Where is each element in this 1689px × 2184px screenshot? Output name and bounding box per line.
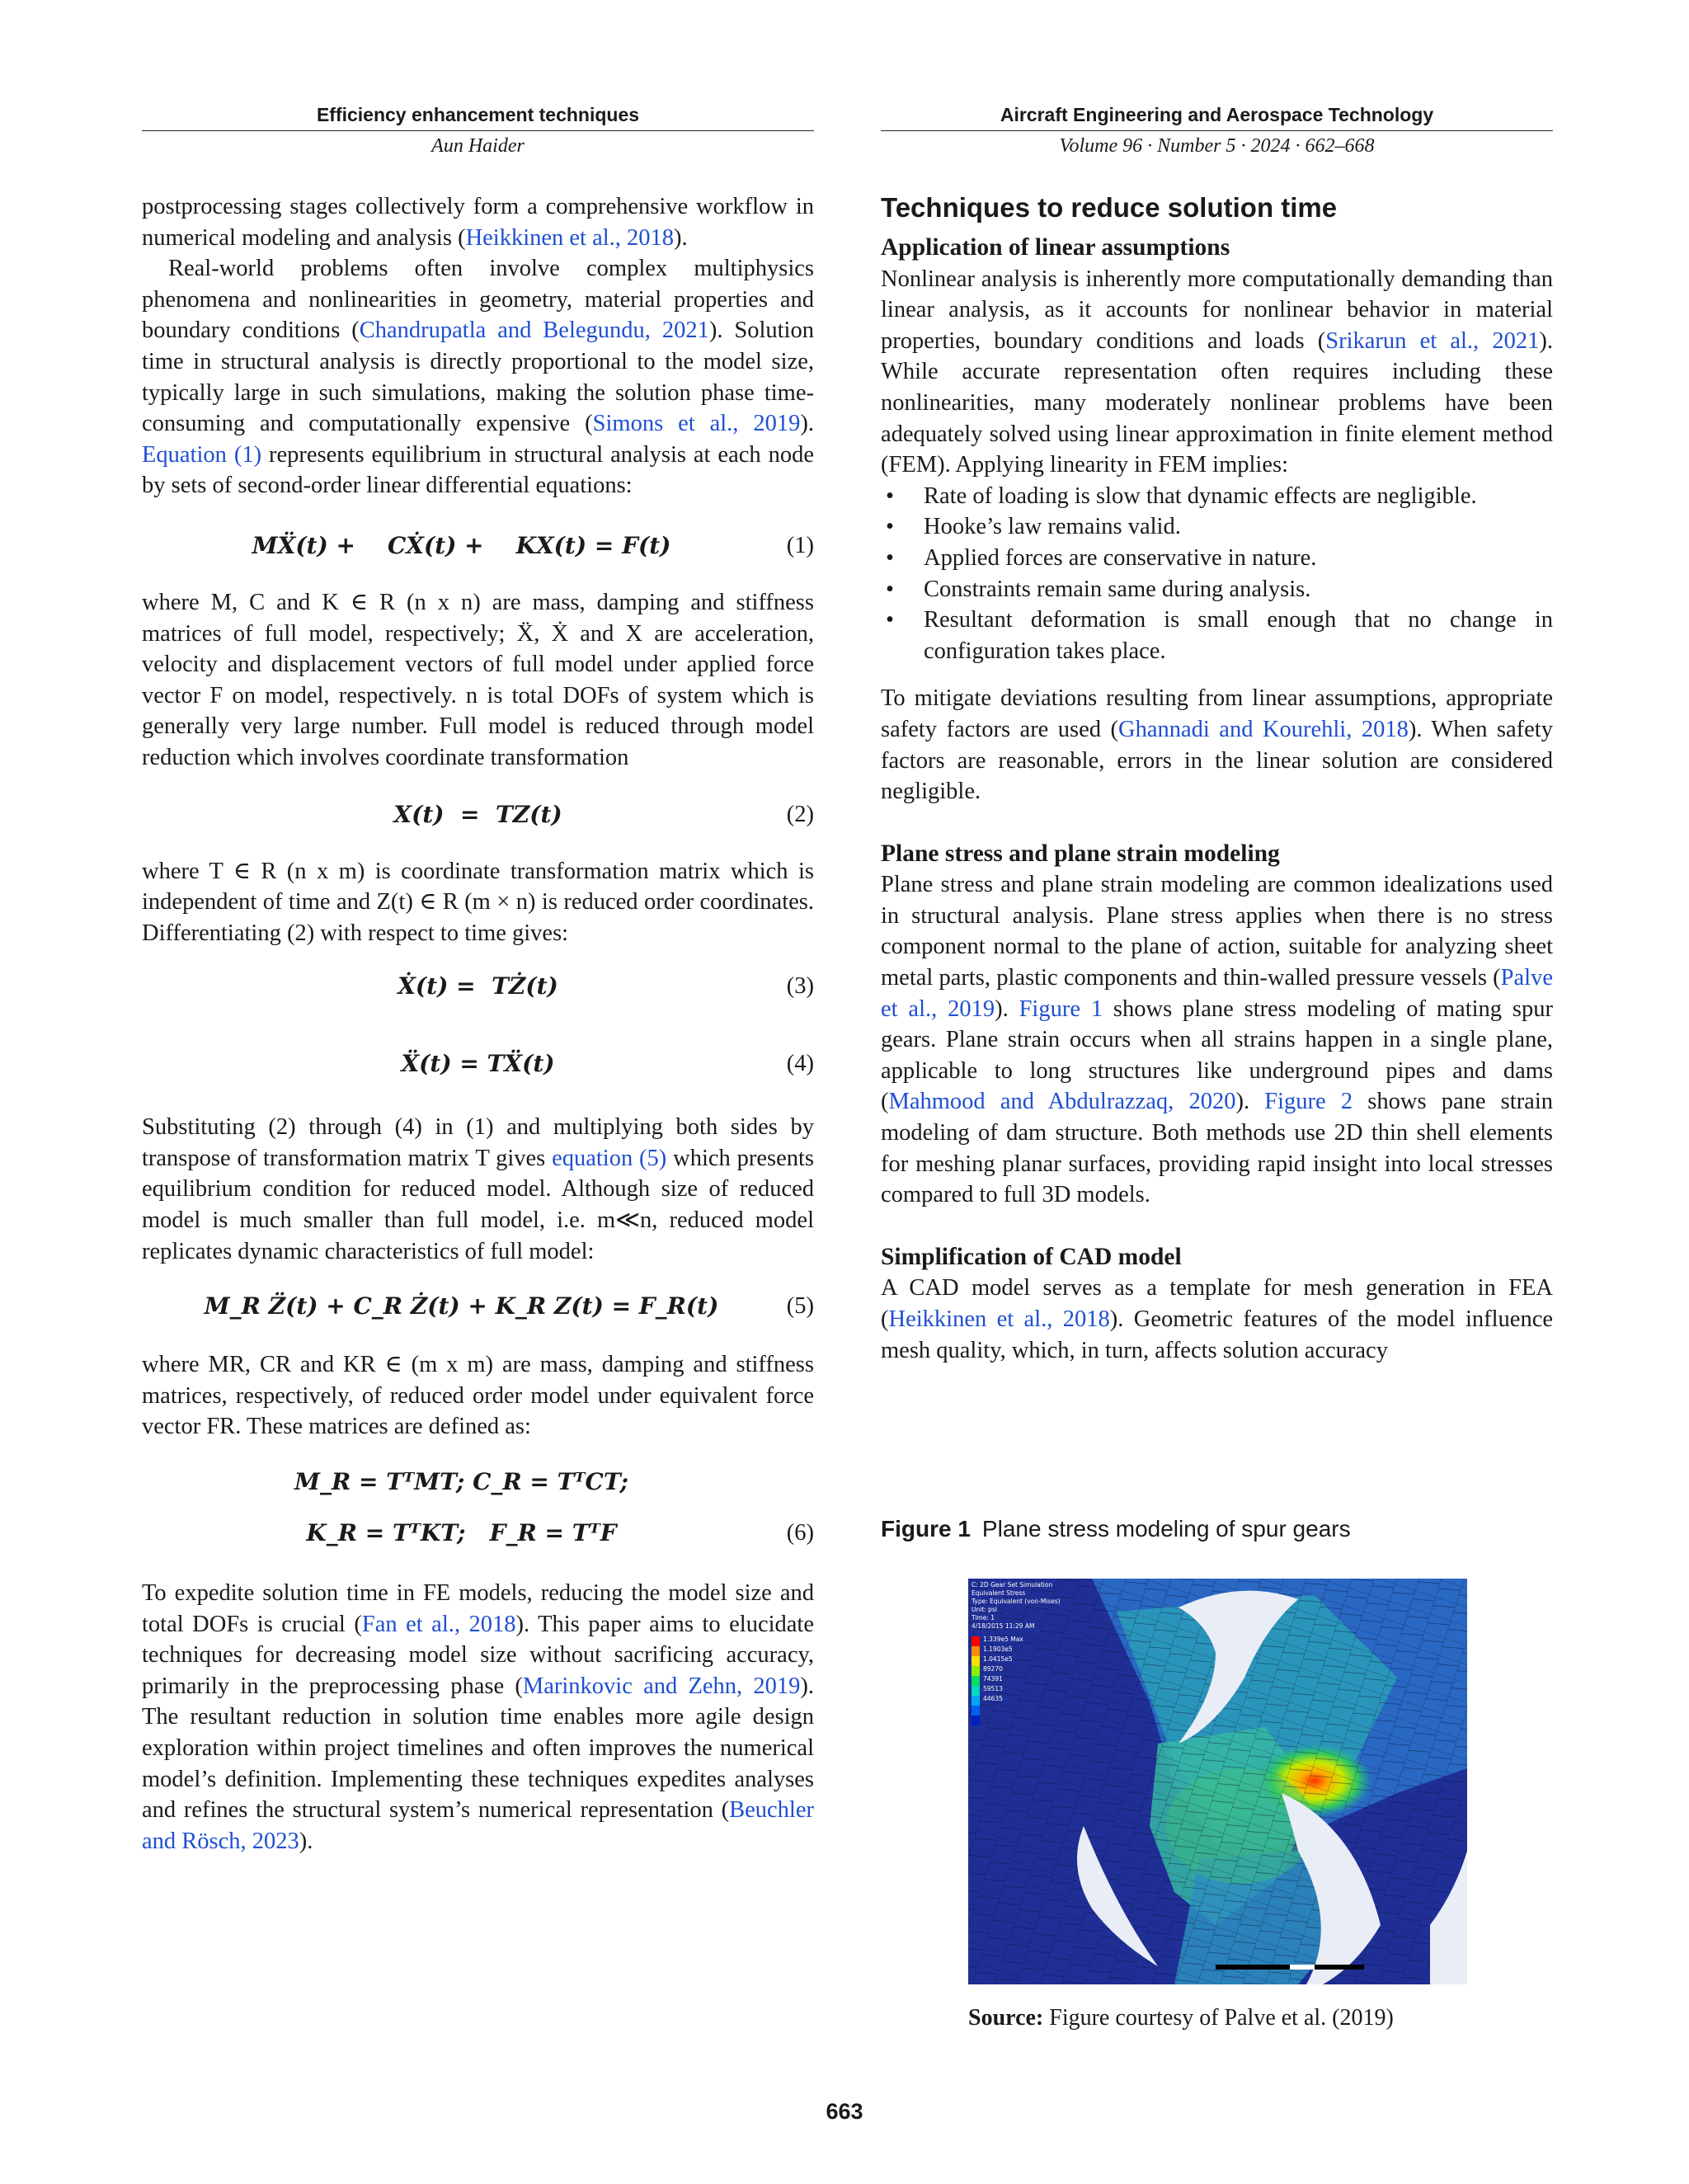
citation-link[interactable]: Beuchler and Rösch, 2023: [142, 1797, 814, 1854]
list-item: • Resultant deformation is small enough that no change in configuration takes place.: [881, 605, 1553, 666]
text: A CAD model serves as a template for mesh generation in FEA (: [881, 1275, 1553, 1332]
text: ). This paper aims to elucidate techniques for decreasing model size without sacrificing accuracy, primarily in the preprocessing phase (: [142, 1611, 814, 1699]
running-header-left: Efficiency enhancement techniques: [316, 104, 640, 125]
equation-number: (6): [786, 1520, 814, 1546]
paragraph: [881, 264, 1553, 481]
paragraph: where MR, CR and KR ∈ (m x m) are mass, damping and stiffness matrices, respectively, of reduced order model under equivalent force vector FR. These matrices are defined as:: [142, 1352, 814, 1440]
equation-number: (5): [786, 1293, 814, 1320]
paragraph: [142, 191, 814, 253]
equation-5: [142, 1290, 814, 1323]
text: To mitigate deviations resulting from linear assumptions, appropriate safety factors are used (: [881, 685, 1553, 742]
header-rule-left: [142, 130, 814, 131]
text: ).: [1235, 1089, 1265, 1115]
bullet-list: [881, 481, 1553, 667]
citation-link[interactable]: Ghannadi and Kourehli, 2018: [1118, 716, 1409, 742]
legend-value: 74391: [983, 1675, 1003, 1683]
equation-4: [142, 1047, 814, 1080]
equation-link[interactable]: equation (5): [552, 1145, 667, 1171]
legend-line: Equivalent Stress: [972, 1589, 1026, 1597]
paragraph: where T ∈ R (n x m) is coordinate transformation matrix which is independent of time and Z(t) ∈ R (m × n) is reduced order coordinates. Differentiating (2) with respect to time gives:: [142, 858, 814, 946]
legend-line: Type: Equivalent (von-Mises): [972, 1598, 1061, 1605]
equation-body: K_R = TᵀKT; F_R = TᵀF: [306, 1519, 617, 1547]
citation-link[interactable]: Simons et al., 2019: [592, 411, 801, 437]
figure-link[interactable]: Figure 1: [1019, 996, 1103, 1022]
equation-body: Ẋ(t) = TŻ(t): [398, 972, 558, 1000]
left-column: [142, 191, 814, 1857]
equation-link[interactable]: Equation (1): [142, 441, 262, 468]
equation-number: (3): [786, 973, 814, 1000]
text: ).: [800, 411, 814, 437]
text: which presents equilibrium condition for reduced model. Although size of reduced model is much smaller than full model, i.e. m≪n, reduced model replicates dynamic characteristics of full model:: [142, 1145, 814, 1264]
text: represents equilibrium in structural analysis at each node by sets of second-order linear differential equations:: [142, 441, 814, 499]
source-label: Source:: [968, 2005, 1044, 2031]
legend-line: 4/18/2015 11:29 AM: [972, 1622, 1035, 1630]
running-author: Aun Haider: [431, 135, 525, 157]
figure-image: [968, 1579, 1467, 1984]
equation-body: Ẍ(t) = TẌ(t): [401, 1050, 555, 1078]
paragraph: [142, 253, 814, 501]
figure-caption-text: Plane stress modeling of spur gears: [981, 1516, 1351, 1542]
paragraph: [142, 1578, 814, 1857]
running-header-right: Aircraft Engineering and Aerospace Technology: [1000, 104, 1434, 125]
gear-stress-plot: [968, 1579, 1467, 1984]
citation-link[interactable]: Srikarun et al., 2021: [1325, 327, 1540, 354]
citation-link[interactable]: Heikkinen et al., 2018: [888, 1306, 1110, 1332]
legend-value: 1.0415e5: [983, 1655, 1013, 1663]
subsection-title: Plane stress and plane strain modeling: [881, 840, 1280, 867]
citation-link[interactable]: Fan et al., 2018: [361, 1611, 516, 1637]
equation-1: [142, 530, 814, 562]
subsection-title: Simplification of CAD model: [881, 1243, 1182, 1270]
source-text: Figure courtesy of Palve et al. (2019): [1043, 2005, 1394, 2031]
legend-value: 89270: [983, 1665, 1003, 1673]
text: ).: [299, 1828, 313, 1854]
equation-body: M_R = TᵀMT; C_R = TᵀCT;: [294, 1468, 629, 1496]
equation-2: [142, 798, 814, 831]
equation-3: [142, 970, 814, 1003]
header-rule-right: [881, 130, 1553, 131]
equation-number: (4): [786, 1051, 814, 1077]
right-column: [881, 191, 1553, 1366]
paragraph: [881, 683, 1553, 807]
citation-link[interactable]: Marinkovic and Zehn, 2019: [522, 1673, 801, 1699]
legend-value: 1.1903e5: [983, 1645, 1013, 1653]
page-number: 663: [826, 2099, 863, 2124]
text: ). Geometric features of the model influence mesh quality, which, in turn, affects solution accuracy: [881, 1306, 1553, 1363]
equation-6b: [142, 1517, 814, 1550]
figure-link[interactable]: Figure 2: [1264, 1089, 1353, 1115]
citation-link[interactable]: Palve et al., 2019: [881, 965, 1553, 1022]
text: Plane stress and plane strain modeling are common idealizations used in structural analysis. Plane stress applies when there is no stress component normal to the plane of action, suitable for analyzing sheet metal parts, plastic components and thin-walled pressure vessels (: [881, 872, 1553, 991]
paragraph: where M, C and K ∈ R (n x n) are mass, damping and stiffness matrices of full model, respectively; Ẍ, Ẋ and X are acceleration, velocity and displacement vectors of full model under applied force vector F on model, respectively. n is total DOFs of system which is generally very large number. Full model is reduced through model reduction which involves coordinate transformation: [142, 589, 814, 770]
figure-caption: [881, 1516, 1351, 1542]
citation-link[interactable]: Mahmood and Abdulrazzaq, 2020: [888, 1089, 1236, 1115]
text: Real-world problems often involve complex multiphysics phenomena and nonlinearities in geometry, material properties and boundary conditions (: [142, 256, 814, 344]
legend-line: Unit: psi: [972, 1606, 997, 1613]
equation-body: MẌ(t) + CẊ(t) + KX(t) = F(t): [252, 532, 671, 560]
legend-line: C: 2D Gear Set Simulation: [972, 1581, 1053, 1589]
paragraph: [142, 1112, 814, 1267]
citation-link[interactable]: Heikkinen et al., 2018: [465, 224, 675, 251]
list-item: • Applied forces are conservative in nature.: [881, 543, 1553, 574]
paragraph: [881, 869, 1553, 1211]
subsection-title: Application of linear assumptions: [881, 234, 1230, 261]
legend-line: Time: 1: [972, 1614, 995, 1622]
equation-body: X(t) = TZ(t): [393, 800, 562, 828]
text: ).: [674, 224, 688, 251]
equation-6a: [142, 1466, 814, 1499]
text: ). Solution time in structural analysis is directly proportional to the model size, typically large in such simulations, making the solution phase time-consuming and computationally expensive (: [142, 318, 814, 437]
text: postprocessing stages collectively form a comprehensive workflow in numerical modeling and analysis (: [142, 194, 814, 251]
text: ).: [995, 996, 1019, 1022]
text: Substituting (2) through (4) in (1) and multiplying both sides by transpose of transformation matrix T gives: [142, 1114, 814, 1171]
text: ). While accurate representation often requires including these nonlinearities, many moderately nonlinear problems have been adequately solved using linear approximation in finite element method (FEM). Applying linearity in FEM implies:: [881, 327, 1553, 478]
equation-number: (2): [786, 801, 814, 827]
text: To expedite solution time in FE models, reducing the model size and total DOFs is crucial (: [142, 1580, 814, 1637]
paragraph: [881, 1273, 1553, 1366]
text: ). When safety factors are reasonable, errors in the linear solution are considered negligible.: [881, 716, 1553, 805]
legend-value: 44635: [983, 1695, 1003, 1702]
equation-body: M_R Z̈(t) + C_R Ż(t) + K_R Z(t) = F_R(t): [204, 1292, 719, 1320]
list-item: • Hooke’s law remains valid.: [881, 511, 1553, 543]
equation-number: (1): [786, 533, 814, 559]
list-item: • Rate of loading is slow that dynamic effects are negligible.: [881, 481, 1553, 512]
figure-label: Figure 1: [881, 1516, 971, 1542]
list-item: • Constraints remain same during analysis.: [881, 574, 1553, 605]
legend-value: 1.339e5 Max: [983, 1636, 1023, 1643]
citation-link[interactable]: Chandrupatla and Belegundu, 2021: [359, 318, 709, 344]
text: Nonlinear analysis is inherently more computationally demanding than linear analysis, as it accounts for nonlinear behavior in material properties, boundary conditions and loads (: [881, 266, 1553, 354]
text: shows pane strain modeling of dam structure. Both methods use 2D thin shell elements for meshing planar surfaces, providing rapid insight into local stresses compared to full 3D models.: [881, 1089, 1554, 1208]
issue-info: Volume 96 · Number 5 · 2024 · 662–668: [1059, 135, 1375, 157]
figure-source: [968, 2005, 1394, 2031]
section-title: Techniques to reduce solution time: [881, 192, 1338, 223]
text: shows plane stress modeling of mating spur gears. Plane strain occurs when all strains happen in a single plane, applicable to long structures like underground pipes and dams (: [881, 996, 1553, 1115]
text: ). The resultant reduction in solution time enables more agile design exploration within project timelines and often improves the numerical model’s definition. Implementing these techniques expedites analyses and refines the structural system’s numerical representation (: [142, 1673, 814, 1824]
legend-value: 59513: [983, 1685, 1003, 1692]
